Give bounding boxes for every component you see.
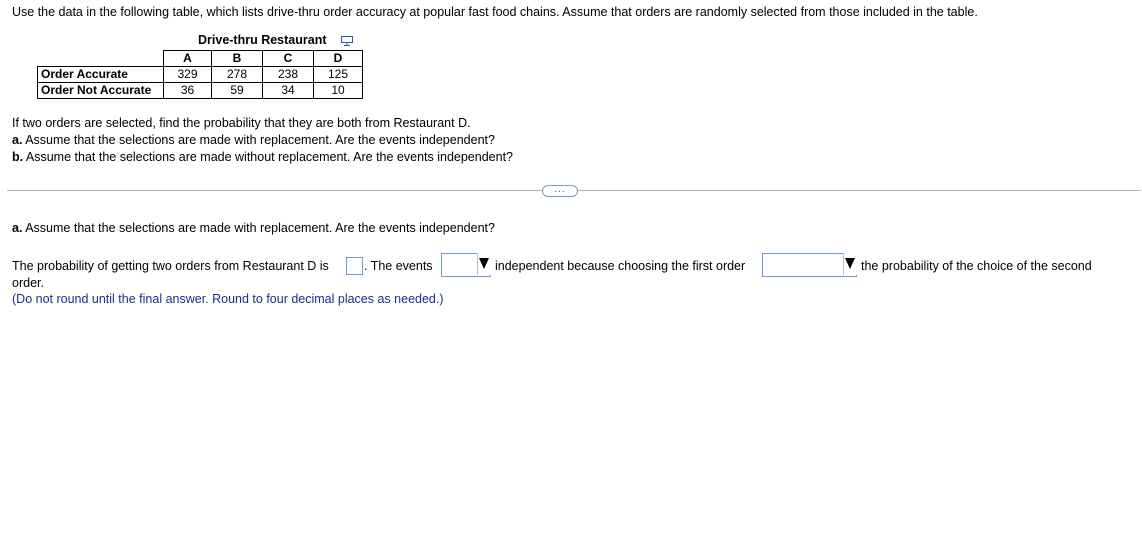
table-cell: 34: [263, 83, 314, 99]
part-a-heading: [12, 221, 495, 235]
table-row: [38, 67, 363, 83]
column-header-b: B: [212, 51, 263, 67]
answer-text-5: order.: [12, 276, 44, 290]
question-a: [12, 132, 513, 149]
question-a-text: Assume that the selections are made with replacement. Are the events independent?: [22, 133, 495, 147]
table-cell: 10: [314, 83, 363, 99]
question-a-prefix: a.: [12, 133, 23, 147]
effect-dropdown[interactable]: [762, 253, 857, 277]
expand-more-button[interactable]: [542, 185, 578, 197]
table-cell: 36: [164, 83, 212, 99]
table-cell: 125: [314, 67, 363, 83]
column-header-a: A: [164, 51, 212, 67]
part-a-prefix: a.: [12, 221, 23, 235]
part-a-text: Assume that the selections are made with replacement. Are the events independent?: [22, 221, 495, 235]
table-row: [38, 83, 363, 99]
answer-text-4: the probability of the choice of the second: [861, 259, 1092, 273]
probability-input[interactable]: [346, 257, 363, 275]
table-cell: 329: [164, 67, 212, 83]
row-label-accurate: Order Accurate: [38, 67, 164, 83]
ellipsis-icon: ...: [554, 184, 566, 195]
answer-text-1: The probability of getting two orders from Restaurant D is: [12, 259, 329, 273]
question-b-text: Assume that the selections are made without replacement. Are the events independent?: [23, 150, 513, 164]
independence-dropdown[interactable]: [441, 253, 491, 277]
table-title: Drive-thru Restaurant: [198, 33, 327, 47]
question-block: [12, 115, 513, 166]
question-b: [12, 149, 513, 166]
question-main: If two orders are selected, find the probability that they are both from Restaurant D.: [12, 116, 471, 130]
rounding-note: (Do not round until the final answer. Round to four decimal places as needed.): [12, 292, 444, 306]
dropdown-arrow-icon: [843, 253, 857, 275]
answer-text-3: independent because choosing the first order: [495, 259, 746, 273]
table-cell: 59: [212, 83, 263, 99]
column-header-c: C: [263, 51, 314, 67]
dropdown-arrow-icon: [477, 253, 491, 275]
column-header-d: D: [314, 51, 363, 67]
table-cell: 238: [263, 67, 314, 83]
table-corner: [38, 51, 164, 67]
answer-row: [12, 255, 1132, 277]
copy-table-icon[interactable]: [341, 36, 353, 47]
data-table: [37, 50, 363, 99]
answer-text-2: . The events: [364, 259, 433, 273]
row-label-not-accurate: Order Not Accurate: [38, 83, 164, 99]
problem-intro: Use the data in the following table, which lists drive-thru order accuracy at popular fast food chains. Assume that orders are randomly selected from those included in the table.: [12, 5, 978, 19]
question-b-prefix: b.: [12, 150, 24, 164]
table-header-row: [38, 51, 363, 67]
table-cell: 278: [212, 67, 263, 83]
